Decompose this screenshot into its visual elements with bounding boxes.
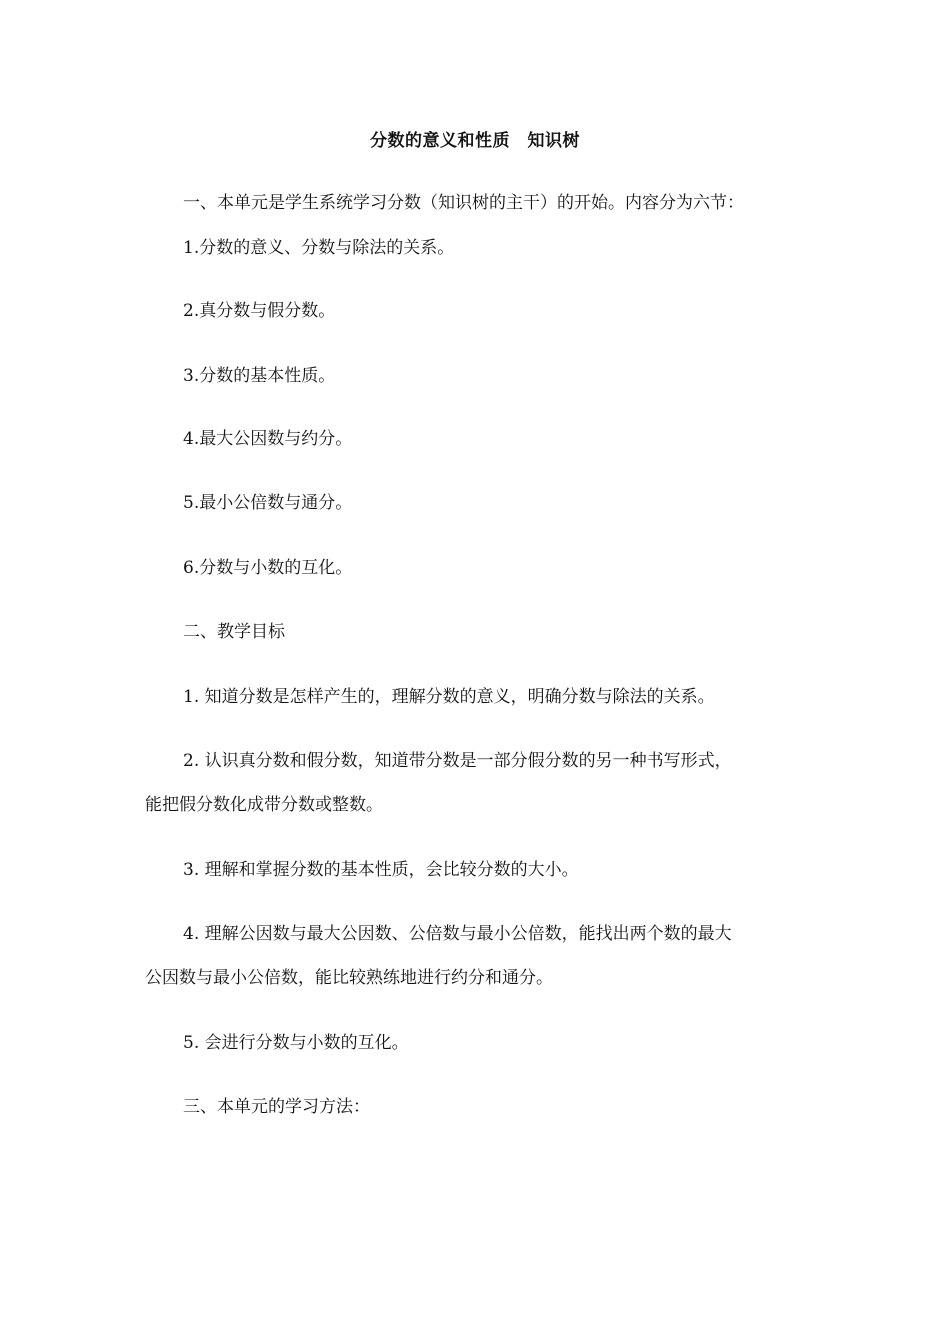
section1-item-4: 4.最大公因数与约分。 (183, 429, 353, 449)
section1-item-5: 5.最小公倍数与通分。 (183, 493, 353, 513)
section3-heading: 三、本单元的学习方法： (183, 1097, 370, 1117)
goal-4-line-2: 公因数与最小公倍数，能比较熟练地进行约分和通分。 (145, 968, 553, 988)
goal-3: 3. 理解和掌握分数的基本性质，会比较分数的大小。 (183, 860, 579, 880)
goal-5: 5. 会进行分数与小数的互化。 (183, 1033, 409, 1053)
section1-intro: 一、本单元是学生系统学习分数（知识树的主干）的开始。内容分为六节： (183, 193, 744, 213)
goal-2-line-2: 能把假分数化成带分数或整数。 (145, 795, 383, 815)
goal-4-line-1: 4. 理解公因数与最大公因数、公倍数与最小公倍数，能找出两个数的最大 (183, 924, 732, 944)
section1-item-1: 1.分数的意义、分数与除法的关系。 (183, 238, 455, 258)
goal-1: 1. 知道分数是怎样产生的，理解分数的意义，明确分数与除法的关系。 (183, 687, 715, 707)
document-title: 分数的意义和性质 知识树 (370, 131, 580, 151)
section1-item-2: 2.真分数与假分数。 (183, 301, 336, 321)
section1-item-6: 6.分数与小数的互化。 (183, 558, 353, 578)
goal-2-line-1: 2. 认识真分数和假分数，知道带分数是一部分假分数的另一种书写形式， (183, 751, 732, 771)
section2-heading: 二、教学目标 (183, 622, 285, 642)
section1-item-3: 3.分数的基本性质。 (183, 366, 336, 386)
